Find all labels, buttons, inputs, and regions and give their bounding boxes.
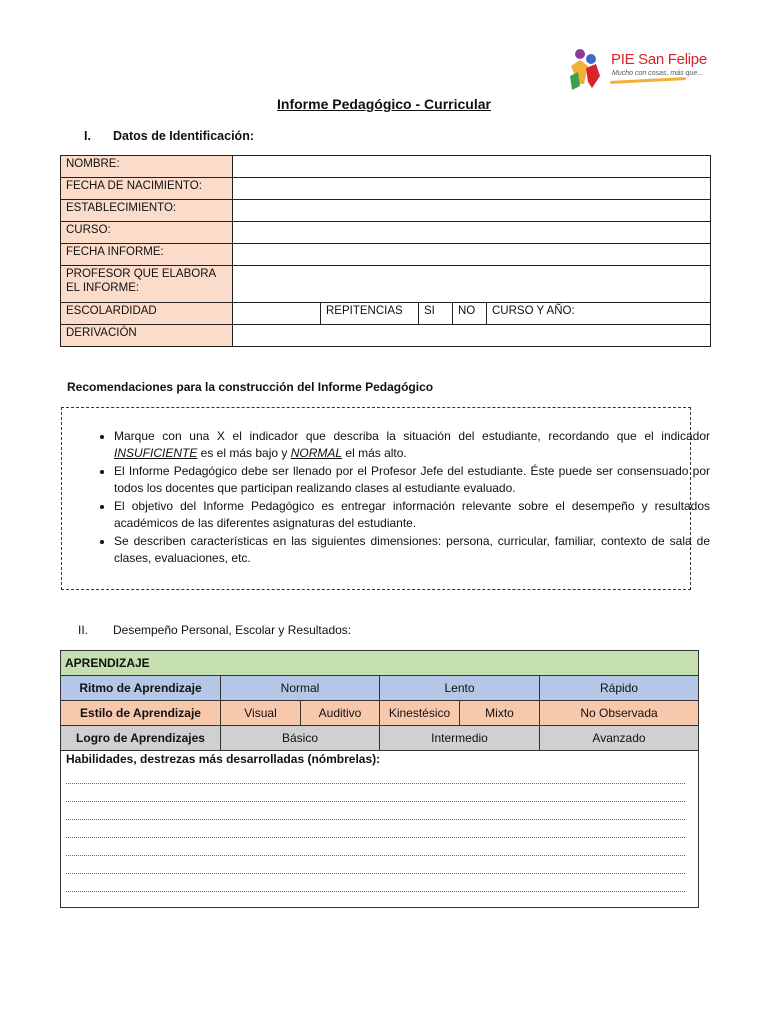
profesor-label: PROFESOR QUE ELABORA EL INFORME: [61,266,233,303]
table-row [61,222,711,244]
fecha-nacimiento-label: FECHA DE NACIMIENTO: [61,178,233,200]
list-item [114,428,710,462]
answer-line[interactable] [66,874,685,892]
curso-field[interactable] [233,222,711,244]
table-row [61,701,699,726]
escolaridad-field[interactable] [233,303,321,325]
identification-table [60,155,711,347]
curso-label: CURSO: [61,222,233,244]
table-row [61,156,711,178]
nombre-field[interactable] [233,156,711,178]
habilidades-label: Habilidades, destrezas más desarrolladas (nómbrelas): [66,752,381,766]
performance-table [60,650,699,908]
fecha-informe-label: FECHA INFORME: [61,244,233,266]
rec-1-part-c: el más alto. [342,446,407,460]
list-item: • El Informe Pedagógico debe ser llenado por el Profesor Jefe del estudiante. Éste puede ser consensuado por todos los docentes que participan realizando clases al estudiante evaluado. [114,463,710,497]
estilo-kinestesico-option[interactable]: Kinestésico [380,701,460,726]
table-row [61,676,699,701]
estilo-auditivo-option[interactable]: Auditivo [301,701,380,726]
ritmo-label: Ritmo de Aprendizaje [61,676,221,701]
table-row [61,726,699,751]
escolaridad-label: ESCOLARDIDAD [61,303,233,325]
table-row [61,751,699,908]
rec-1-insuficiente: INSUFICIENTE [114,446,198,460]
section-2-number: II. [78,623,89,637]
section-2-title: Desempeño Personal, Escolar y Resultados: [113,623,352,637]
table-row [61,325,711,347]
aprendizaje-header: APRENDIZAJE [61,651,699,676]
curso-anio-label[interactable]: CURSO Y AÑO: [487,303,711,325]
table-row [61,200,711,222]
logo-brand: PIE San Felipe [611,51,707,68]
table-row [61,266,711,303]
rec-1-normal: NORMAL [290,446,343,460]
ritmo-normal-option[interactable]: Normal [221,676,380,701]
fecha-informe-field[interactable] [233,244,711,266]
logro-label: Logro de Aprendizajes [61,726,221,751]
logo-tagline: Mucho con cosas, más que... [612,70,704,77]
ritmo-rapido-option[interactable]: Rápido [540,676,699,701]
logro-avanzado-option[interactable]: Avanzado [540,726,699,751]
logro-basico-option[interactable]: Básico [221,726,380,751]
rec-1-part-a: Marque con una X el indicador que describa la situación del estudiante, recordando que el indicador [114,429,710,443]
habilidades-cell[interactable] [61,751,699,908]
estilo-no-observada-option[interactable]: No Observada [540,701,699,726]
table-row [61,303,711,325]
logo-figures-icon [566,46,610,92]
rec-1-part-b: es el más bajo y [197,446,291,460]
recommendations-title: Recomendaciones para la construcción del Informe Pedagógico [67,380,434,394]
estilo-mixto-option[interactable]: Mixto [460,701,540,726]
establecimiento-field[interactable] [233,200,711,222]
answer-line[interactable] [66,784,685,802]
logo [566,46,706,92]
ritmo-lento-option[interactable]: Lento [380,676,540,701]
answer-line[interactable] [66,820,685,838]
profesor-field[interactable] [233,266,711,303]
recommendations-box [61,407,710,590]
list-item: • El objetivo del Informe Pedagógico es entregar información relevante sobre el desempeño y resultados académicos de las diferentes asignaturas del estudiante. [114,498,710,532]
table-row [61,651,699,676]
derivacion-field[interactable] [233,325,711,347]
si-option[interactable]: SI [419,303,453,325]
answer-line[interactable] [66,856,685,874]
no-option[interactable]: NO [453,303,487,325]
recommendations-list [90,428,710,568]
table-row [61,244,711,266]
answer-line[interactable] [66,766,685,784]
repitencias-label: REPITENCIAS [321,303,419,325]
page-title: Informe Pedagógico - Curricular [277,96,491,112]
table-row [61,178,711,200]
answer-line[interactable] [66,838,685,856]
answer-line[interactable] [66,802,685,820]
nombre-label: NOMBRE: [61,156,233,178]
derivacion-label: DERIVACIÓN [61,325,233,347]
logo-swoosh [610,77,686,84]
section-1-number: I. [84,129,91,143]
section-1-title: Datos de Identificación: [113,129,254,143]
establecimiento-label: ESTABLECIMIENTO: [61,200,233,222]
estilo-visual-option[interactable]: Visual [221,701,301,726]
logro-intermedio-option[interactable]: Intermedio [380,726,540,751]
list-item: • Se describen características en las siguientes dimensiones: persona, curricular, familiar, contexto de sala de clases, evaluaciones, etc. [114,533,710,567]
estilo-label: Estilo de Aprendizaje [61,701,221,726]
fecha-nacimiento-field[interactable] [233,178,711,200]
